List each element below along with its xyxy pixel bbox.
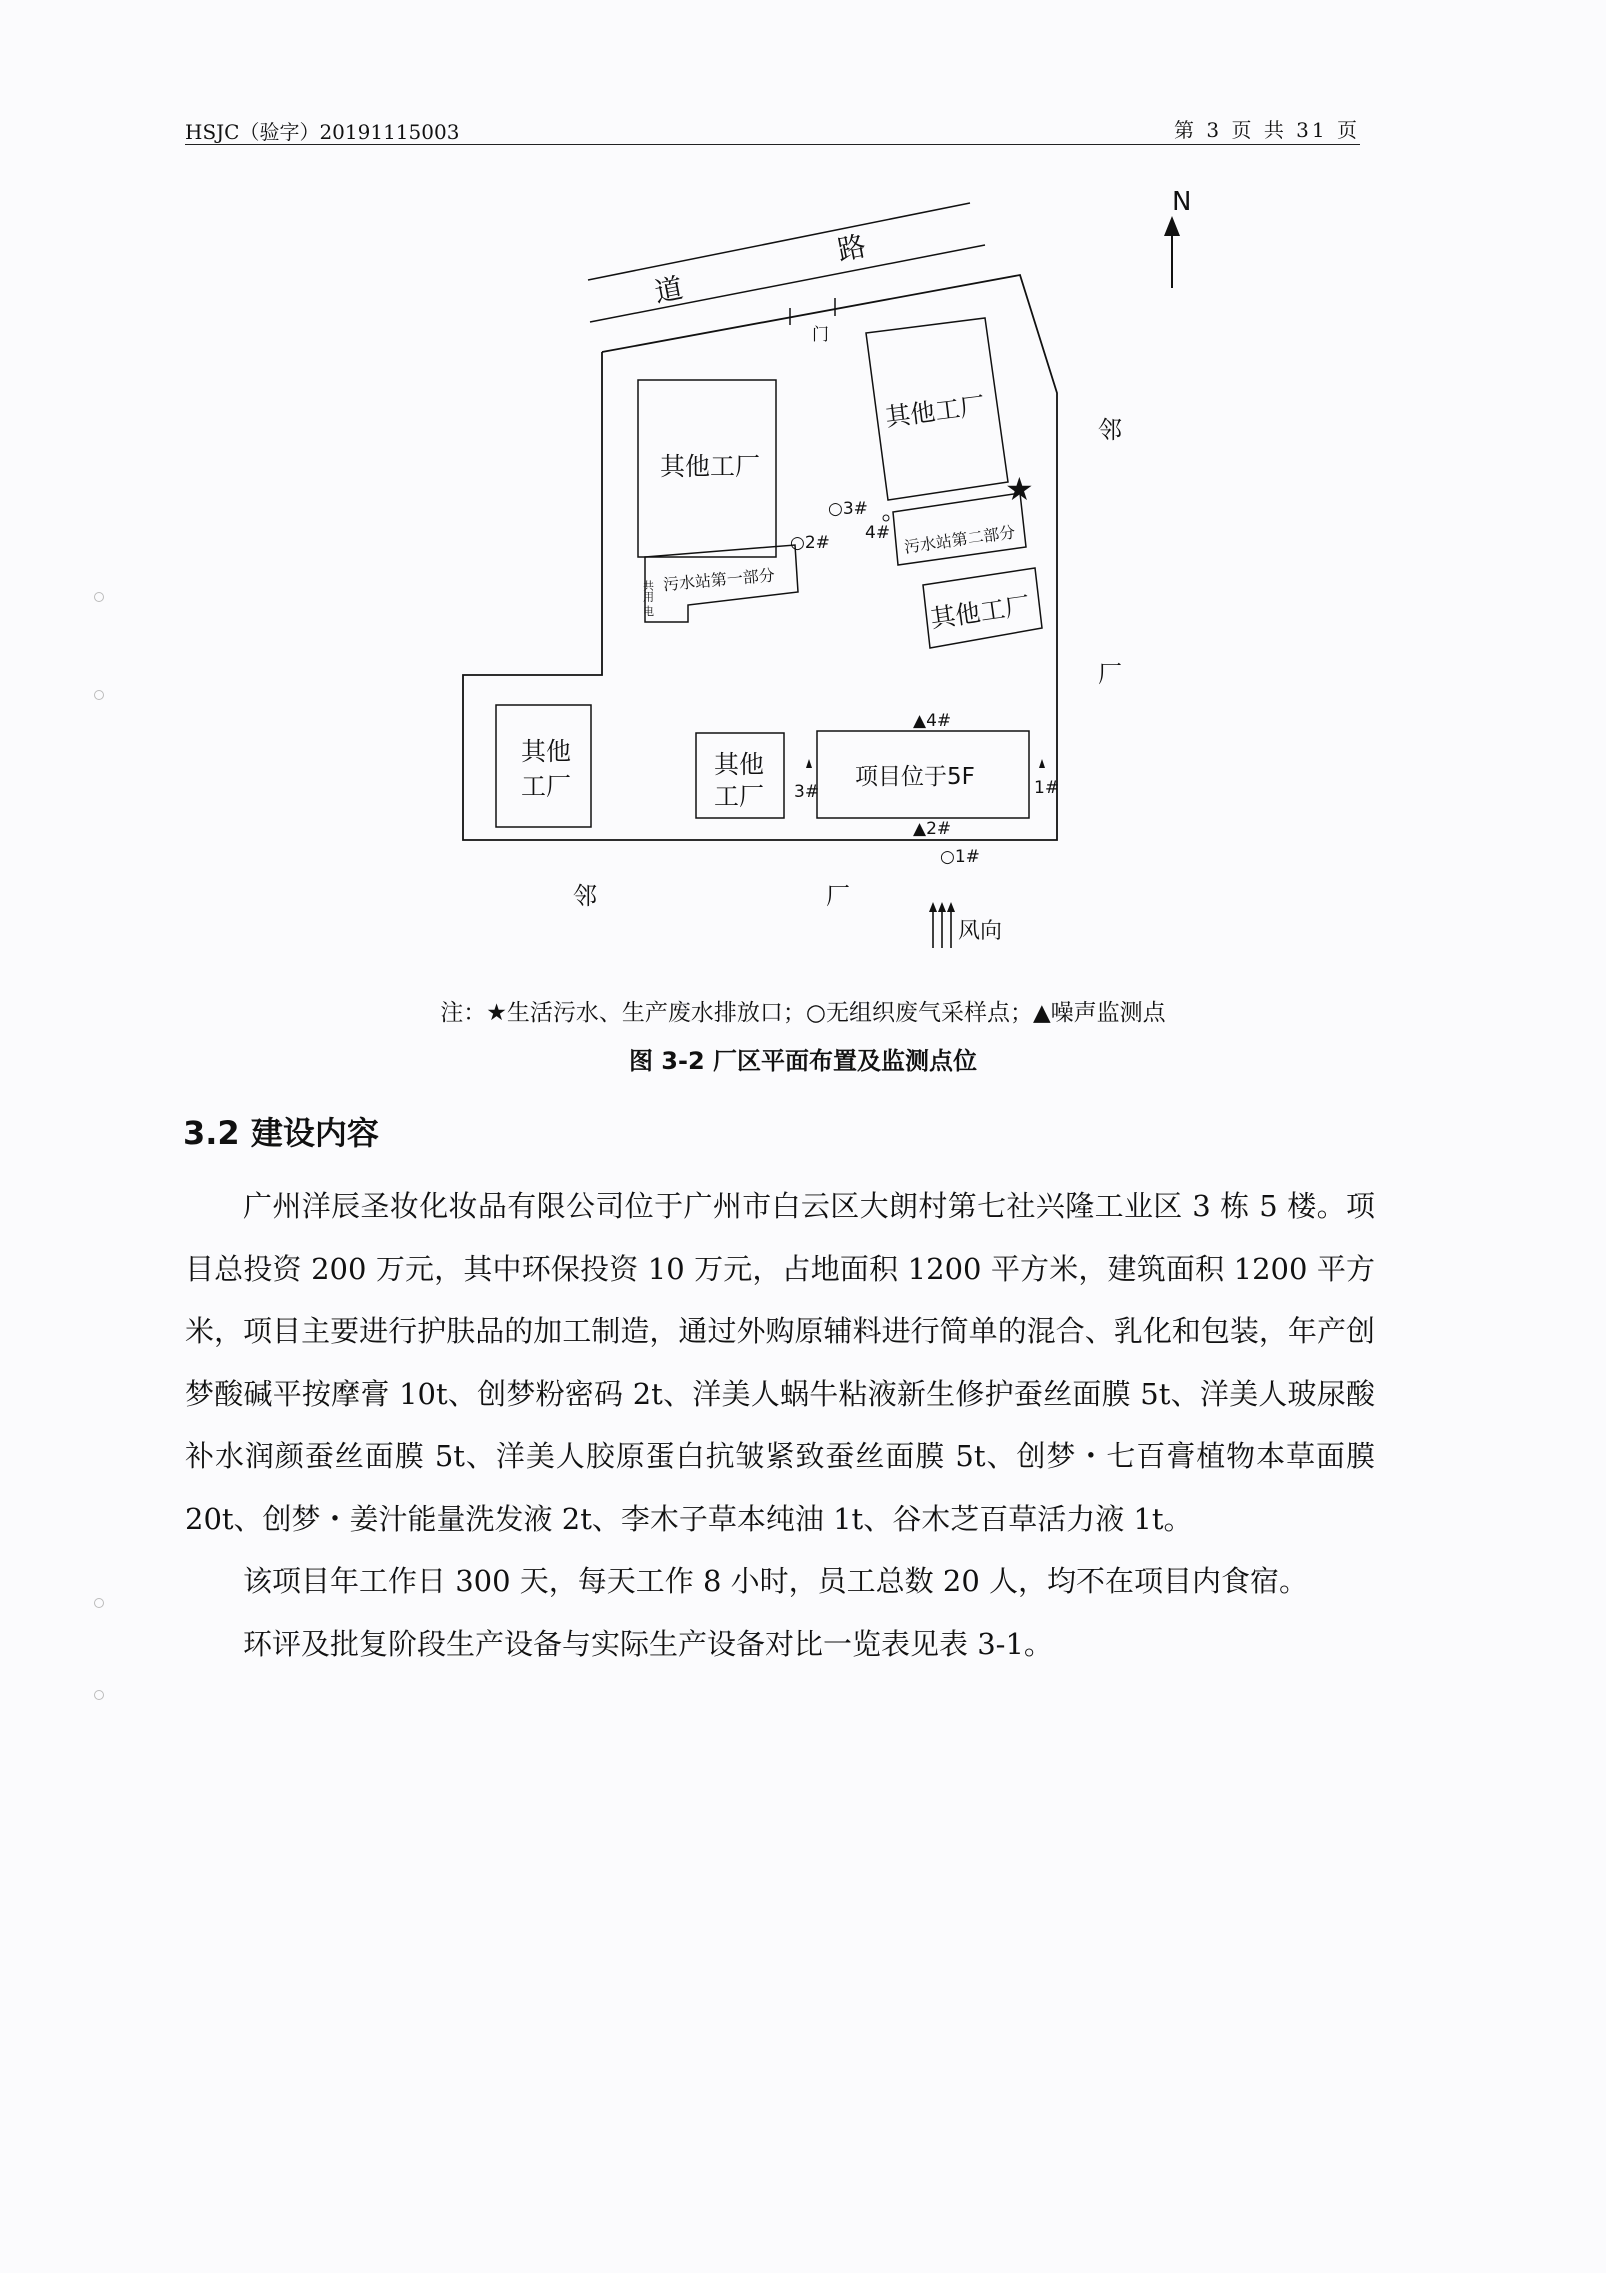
north-label: N	[1172, 187, 1192, 217]
factory-label-northwest: 其他工厂	[660, 452, 761, 481]
road-char-1: 道	[651, 271, 686, 310]
air-sample-point-1: ○1#	[940, 847, 980, 867]
page-number: 第 3 页 共 31 页	[1174, 118, 1360, 142]
discharge-outlet-star-icon: ★	[1005, 470, 1034, 508]
gate-label: 门	[812, 325, 829, 345]
neighbor-east-char-1: 邻	[1098, 416, 1122, 444]
road-edge-bottom	[590, 245, 985, 322]
neighbor-south-char-1: 邻	[573, 882, 597, 910]
air-sample-point-4: 4#	[865, 523, 891, 543]
neighbor-east-char-2: 厂	[1098, 660, 1122, 688]
section-body	[185, 1175, 1375, 1675]
sewage-station-2-label: 污水站第二部分	[902, 522, 1017, 557]
noise-point-2: ▲2#	[913, 819, 952, 839]
binding-hole	[94, 1690, 104, 1700]
air-sample-point-3: ○3#	[828, 499, 868, 519]
road-char-2: 路	[834, 229, 869, 268]
paragraph-equipment-reference: 环评及批复阶段生产设备与实际生产设备对比一览表见表 3-1。	[243, 1626, 1053, 1661]
factory-label-south-line1: 其他	[714, 750, 765, 779]
figure-caption: 图 3-2 厂区平面布置及监测点位	[628, 1047, 978, 1075]
wind-direction-arrows	[929, 902, 955, 948]
north-arrow-head	[1164, 216, 1180, 236]
project-building-label: 项目位于5F	[855, 764, 975, 790]
factory-building-southwest	[496, 705, 591, 827]
road-edge-top	[588, 203, 970, 280]
noise-point-3-triangle	[806, 759, 812, 768]
noise-point-4: ▲4#	[913, 711, 952, 731]
binding-hole	[94, 1598, 104, 1608]
paragraph-working-schedule: 该项目年工作日 300 天，每天工作 8 小时，员工总数 20 人，均不在项目内食宿。	[243, 1564, 1309, 1598]
factory-label-south-line2: 工厂	[714, 782, 765, 811]
section-heading: 3.2 建设内容	[183, 1114, 379, 1152]
paragraph-project-overview: 广州洋辰圣妆化妆品有限公司位于广州市白云区大朗村第七社兴隆工业区 3 栋 5 楼。项目总投资 200 万元，其中环保投资 10 万元，占地面积 1200 平方米，建筑面积 1200 平方米，项目主要进行护肤品的加工制造，通过外购原辅料进行简单的混合、乳化和包装，年产创梦酸碱平按摩膏 10t、创梦粉密码 2t、洋美人蜗牛粘液新生修护蚕丝面膜 5t、洋美人玻尿酸补水润颜蚕丝面膜 5t、洋美人胶原蛋白抗皱紧致蚕丝面膜 5t、创梦・七百膏植物本草面膜 20t、创梦・姜汁能量洗发液 2t、李木子草本纯油 1t、谷木芝百草活力液 1t。	[185, 1189, 1375, 1536]
site-layout-diagram	[0, 0, 1606, 980]
factory-label-southwest-line1: 其他	[521, 737, 572, 766]
shared-label: 共用 电	[641, 580, 655, 617]
wind-direction-label: 风向	[958, 919, 1003, 944]
noise-point-3: 3#	[794, 782, 820, 802]
air-sample-point-4-circle	[883, 515, 889, 521]
binding-hole	[94, 592, 104, 602]
binding-hole	[94, 690, 104, 700]
factory-label-east: 其他工厂	[928, 590, 1032, 634]
document-id: HSJC（验字）20191115003	[185, 120, 460, 144]
noise-point-1: 1#	[1034, 778, 1060, 798]
factory-label-northeast: 其他工厂	[883, 391, 987, 432]
factory-label-southwest-line2: 工厂	[521, 772, 572, 801]
air-sample-point-2: ○2#	[790, 533, 830, 553]
neighbor-south-char-2: 厂	[826, 882, 850, 910]
noise-point-1-triangle	[1039, 759, 1045, 768]
sewage-station-1-label: 污水站第一部分	[662, 565, 776, 595]
legend-note: 注：★生活污水、生产废水排放口；○无组织废气采样点；▲噪声监测点	[440, 1000, 1166, 1026]
